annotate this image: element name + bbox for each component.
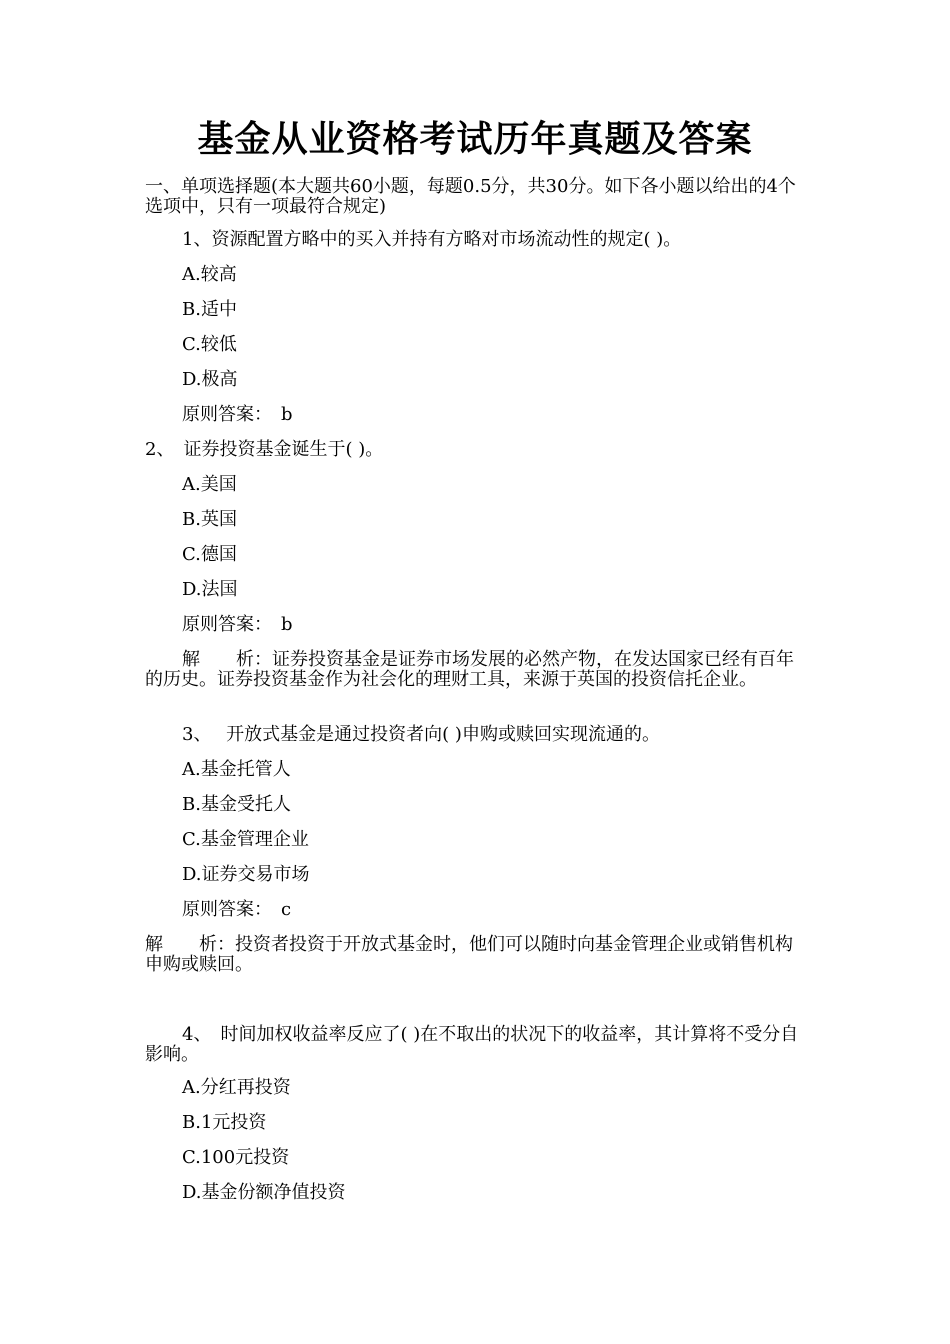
document-title: 基金从业资格考试历年真题及答案 [197, 118, 753, 160]
question-4-stem: 4、 时间加权收益率反应了( )在不取出的状况下的收益率，其计算将不受分自影响。 [145, 1024, 799, 1065]
question-3-option-c: C.基金管理企业 [182, 829, 309, 850]
question-1-option-d: D.极高 [182, 369, 238, 390]
section-heading: 一、单项选择题(本大题共60小题，每题0.5分，共30分。如下各小题以给出的4个选项中，只有一项最符合规定) [145, 176, 796, 217]
question-4-option-b: B.1元投资 [182, 1112, 267, 1133]
question-2-option-b: B.英国 [182, 509, 237, 530]
question-2-option-c: C.德国 [182, 544, 237, 565]
question-2-stem: 2、 证券投资基金诞生于( )。 [145, 439, 384, 460]
question-2-answer: 原则答案： b [182, 614, 293, 635]
question-3-stem: 3、 开放式基金是通过投资者向( )申购或赎回实现流通的。 [182, 724, 660, 745]
question-3-option-a: A.基金托管人 [182, 759, 291, 780]
question-1-option-a: A.较高 [182, 264, 237, 285]
question-3-option-b: B.基金受托人 [182, 794, 291, 815]
question-3-answer: 原则答案： c [182, 899, 292, 920]
question-4-option-a: A.分红再投资 [182, 1077, 291, 1098]
question-1-option-b: B.适中 [182, 299, 237, 320]
question-2-option-d: D.法国 [182, 579, 238, 600]
question-4-option-c: C.100元投资 [182, 1147, 290, 1168]
question-3-analysis: 解 析：投资者投资于开放式基金时，他们可以随时向基金管理企业或销售机构申购或赎回。 [145, 934, 793, 975]
question-1-option-c: C.较低 [182, 334, 237, 355]
question-2-analysis: 解 析：证券投资基金是证券市场发展的必然产物，在发达国家已经有百年的历史。证券投资基金作为社会化的理财工具，来源于英国的投资信托企业。 [145, 649, 794, 690]
question-1-stem: 1、资源配置方略中的买入并持有方略对市场流动性的规定( )。 [182, 229, 682, 250]
question-3-option-d: D.证券交易市场 [182, 864, 310, 885]
question-4-option-d: D.基金份额净值投资 [182, 1182, 346, 1203]
question-1-answer: 原则答案： b [182, 404, 293, 425]
question-2-option-a: A.美国 [182, 474, 237, 495]
